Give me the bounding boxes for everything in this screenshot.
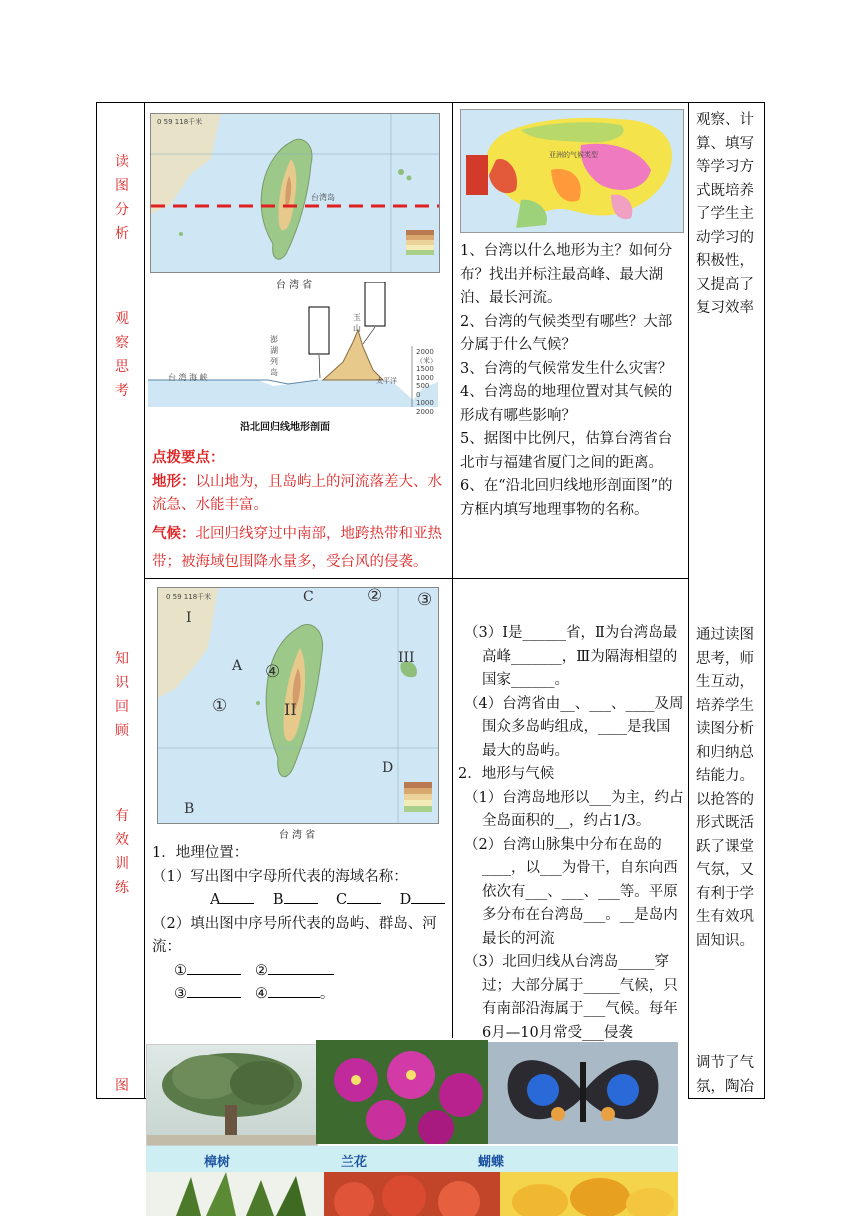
- method-note-top: 观察、计算、填写等学习方式既培养了学生主动学习的积极性，又提高了复习效率: [696, 112, 754, 316]
- exercise-q1-answers: A B C D: [152, 889, 448, 913]
- map2-roman-3: III: [398, 650, 415, 666]
- exercise-q2: （2）填出图中序号所代表的岛屿、群岛、河流：: [152, 915, 437, 955]
- profile-ocean: 太平洋: [376, 377, 397, 385]
- map1-caption: 台 湾 省: [275, 280, 313, 291]
- question-6: 6、在“沿北回归线地形剖面图”的方框内填写地理事物的名称。: [460, 478, 673, 518]
- photo-orchid: [316, 1040, 488, 1144]
- method-note-bottom: 调节了气氛，陶冶: [696, 1055, 754, 1095]
- photo-butterfly: [488, 1042, 678, 1144]
- caption-orchid: 兰花: [341, 1155, 368, 1170]
- profile-strait: 台 湾 海 峡: [168, 373, 208, 382]
- profile-peak: 玉山: [353, 313, 361, 333]
- questions-block: [460, 240, 684, 522]
- photo-lychee: [324, 1172, 500, 1216]
- map2-num-3: ③: [417, 590, 433, 610]
- exercise-right-2-title: 2．地形与气候: [458, 766, 555, 782]
- photo-camphor-tree: [146, 1044, 318, 1146]
- photo-caption-bar: [146, 1146, 678, 1172]
- exercise-title: 1．地理位置：: [152, 845, 249, 861]
- caption-butterfly: 蝴蝶: [478, 1155, 505, 1170]
- exercise-left: [152, 842, 448, 1007]
- table-border-top: [96, 102, 765, 103]
- table-col-divider-3: [688, 102, 689, 1098]
- map1-legend: [406, 230, 434, 255]
- side-label-review: 知 识 回 顾: [115, 651, 129, 739]
- exercise-right: [458, 622, 684, 1045]
- question-3: 3、台湾的气候常发生什么灾害？: [460, 360, 673, 377]
- map2-letter-b: B: [184, 801, 195, 817]
- map2-num-1: ①: [212, 696, 228, 716]
- map2-roman-2: II: [284, 700, 297, 719]
- asia-climate-map: [460, 109, 684, 233]
- method-note-mid: 通过读图思考，师生互动，培养学生读图分析和归纳总结能力。以抢答的形式既活跃了课堂气氛，又有利于学生有效巩固知识。: [696, 627, 754, 949]
- caption-camphor: 樟树: [204, 1155, 231, 1170]
- table-border-bottom: [96, 1098, 146, 1099]
- exercise-q2-answers-row1: ① ②: [152, 960, 448, 984]
- table-border-left: [96, 102, 97, 1098]
- exercise-right-2-3: （3）北回归线从台湾岛_____穿过；大部分属于_____气候，只有南部沿海属于___气候。每年6月—10月常受___侵袭: [464, 954, 678, 1041]
- question-5: 5、据图中比例尺，估算台湾省台北市与福建省厦门之间的距离。: [460, 431, 673, 471]
- table-col-divider-2: [452, 102, 453, 1038]
- side-label-pic: 图: [115, 1078, 129, 1094]
- exercise-q2-answers-row2: ③ ④ 。: [174, 986, 335, 1002]
- tips-terrain: 地形：以山地为，且岛屿上的河流落差大、水流急、水能丰富。: [152, 472, 442, 513]
- table-row-divider: [144, 578, 689, 579]
- table-col-divider-1: [144, 102, 145, 1098]
- exercise-right-3: （3）Ⅰ是______省，Ⅱ为台湾岛最高峰_______，Ⅲ为隔海相望的国家______。: [464, 625, 678, 688]
- map1-island-label: 台湾岛: [311, 193, 335, 202]
- map1-scale: 0 59 118千米: [157, 118, 203, 126]
- map2-letter-c: C: [303, 589, 314, 605]
- side-label-observe-think: 观 察 思 考: [115, 311, 129, 399]
- map2-num-4: ④: [265, 662, 281, 682]
- taiwan-map-top: [150, 113, 440, 273]
- map2-num-2: ②: [367, 587, 383, 606]
- side-label-practice: 有 效 训 练: [115, 808, 129, 896]
- exercise-right-2-1: （1）台湾岛地形以___为主，约占全岛面积的__，约占1/3。: [464, 789, 684, 829]
- profile-axis: 2000（米） 1500 1000 500 0 1000 2000: [416, 348, 437, 416]
- asia-map-title: 亚洲的气候类型: [549, 151, 598, 159]
- tips-climate: 气候：北回归线穿过中南部，地跨热带和亚热带；被海域包围降水量多，受台风的侵袭。: [152, 524, 442, 570]
- tips-block: [152, 446, 448, 576]
- profile-diagram: [148, 282, 438, 432]
- exercise-right-4: （4）台湾省由__、___、____及周围众多岛屿组成，____是我国最大的岛屿。: [464, 695, 684, 759]
- question-4: 4、台湾岛的地理位置对其气候的形成有哪些影响？: [460, 384, 673, 424]
- map2-letter-a: A: [232, 658, 243, 674]
- tips-heading: 点拨要点：: [152, 449, 225, 466]
- map2-scale: 0 59 118千米: [166, 593, 212, 601]
- exercise-right-2-2: （2）台湾山脉集中分布在岛的____，以___为骨干，自东向西依次有___、___、___等。平原多分布在台湾岛___。__是岛内最长的河流: [464, 836, 678, 947]
- map2-letter-d: D: [382, 760, 394, 776]
- question-2: 2、台湾的气候类型有哪些？大部分属于什么气候？: [460, 313, 673, 353]
- side-label-read-analyze: 读 图 分 析: [115, 154, 129, 242]
- question-1: 1、台湾以什么地形为主？如何分布？找出并标注最高峰、最大湖泊、最长河流。: [460, 243, 673, 306]
- map2-roman-1: I: [186, 610, 192, 626]
- profile-caption: 沿北回归线地形剖面: [240, 422, 330, 433]
- photo-pineapple: [146, 1172, 324, 1216]
- photo-mango: [500, 1172, 678, 1216]
- exercise-q1: （1）写出图中字母所代表的海域名称：: [152, 868, 408, 885]
- profile-islands: 澎湖列岛: [270, 335, 278, 377]
- taiwan-map-exercise: [157, 587, 439, 824]
- map2-legend: [404, 782, 432, 812]
- map2-caption: 台 湾 省: [278, 830, 316, 841]
- table-border-right: [764, 102, 765, 1098]
